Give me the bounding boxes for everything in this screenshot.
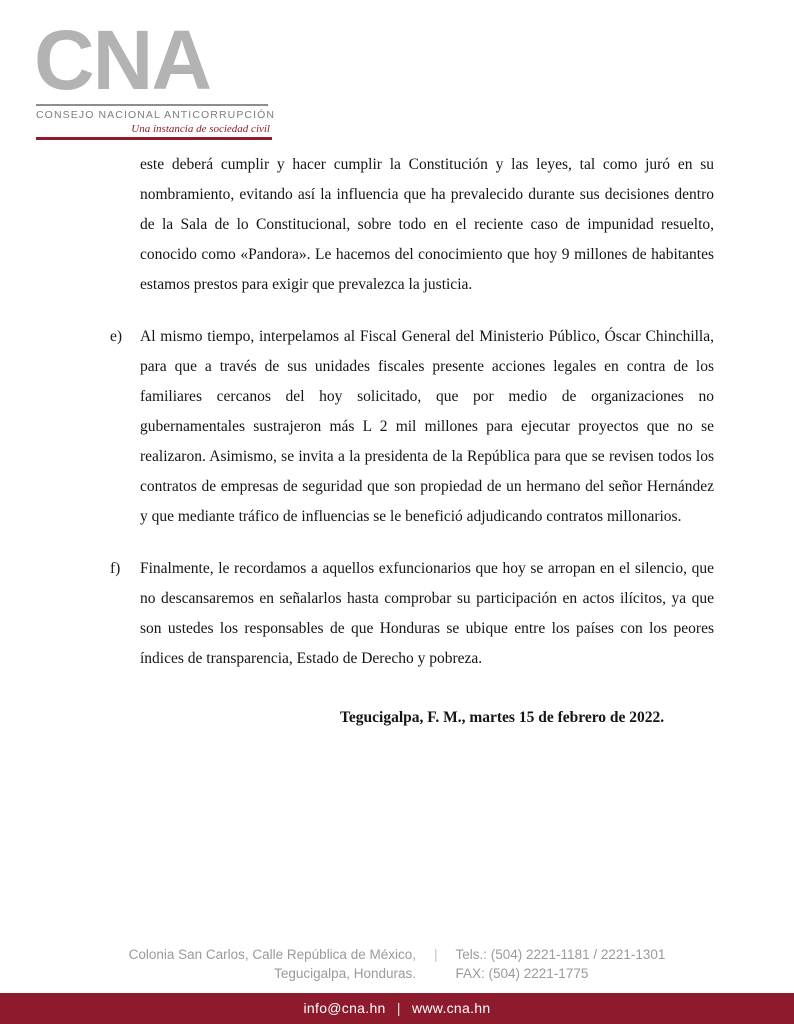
- document-body: [110, 150, 714, 732]
- footer-website[interactable]: www.cna.hn: [411, 1000, 491, 1016]
- footer-bar-divider: |: [396, 1000, 401, 1016]
- paragraph-continuation: [110, 150, 714, 300]
- footer-address-line-2: Tegucigalpa, Honduras.: [274, 966, 416, 981]
- paragraph-item-f: [110, 554, 714, 674]
- closing-dateline: Tegucigalpa, F. M., martes 15 de febrero de 2022.: [340, 709, 665, 726]
- page-footer: [0, 945, 794, 1024]
- footer-divider: |: [433, 947, 438, 962]
- cna-logo-text: CNA: [34, 13, 210, 107]
- footer-address-line-1: Colonia San Carlos, Calle República de México,: [128, 947, 416, 962]
- organization-name: CONSEJO NACIONAL ANTICORRUPCIÓN: [36, 109, 276, 121]
- paragraph-text: este deberá cumplir y hacer cumplir la Constitución y las leyes, tal como juró en su nombramiento, evitando así la influencia que ha prevalecido durante sus decisiones dentro de la Sala de lo Constitucional, sobre todo en el reciente caso de impunidad resuelto, conocido como «Pandora». Le hacemos del conocimiento que hoy 9 millones de habitantes estamos prestos para exigir que prevalezca la justicia.: [140, 156, 714, 293]
- paragraph-marker-e: e): [110, 328, 123, 345]
- footer-web-bar: [0, 993, 794, 1024]
- footer-contact-info: [0, 945, 794, 993]
- footer-fax-line: FAX: (504) 2221-1775: [455, 966, 589, 981]
- paragraph-marker-f: f): [110, 560, 121, 577]
- letterhead: [34, 13, 284, 136]
- cna-logo: [34, 13, 284, 107]
- paragraph-item-e: [110, 322, 714, 532]
- footer-phone-line-1: Tels.: (504) 2221-1181 / 2221-1301: [455, 947, 666, 962]
- paragraph-text: Al mismo tiempo, interpelamos al Fiscal General del Ministerio Público, Óscar Chinchilla, para que a través de sus unidades fiscales presente acciones legales en contra de los familiares cercanos del hoy solicitado, que por medio de organizaciones no gubernamentales sustrajeron más L 2 mil millones para ejecutar proyectos que no se realizaron. Asimismo, se invita a la presidenta de la República para que se revisen todos los contratos de empresas de seguridad que son propiedad de un hermano del señor Hernández y que mediante tráfico de influencias se le benefició adjudicando contratos millonarios.: [140, 328, 714, 525]
- letterhead-accent-rule: [36, 137, 272, 140]
- footer-phones: [456, 945, 666, 983]
- organization-tagline: Una instancia de sociedad civil: [131, 123, 270, 135]
- footer-address: [129, 945, 416, 983]
- paragraph-text: Finalmente, le recordamos a aquellos exfuncionarios que hoy se arropan en el silencio, que no descansaremos en señalarlos hasta comprobar su participación en actos ilícitos, ya que son ustedes los responsables de que Honduras se ubique entre los países con los peores índices de transparencia, Estado de Derecho y pobreza.: [140, 560, 714, 667]
- footer-email[interactable]: info@cna.hn: [303, 1000, 386, 1016]
